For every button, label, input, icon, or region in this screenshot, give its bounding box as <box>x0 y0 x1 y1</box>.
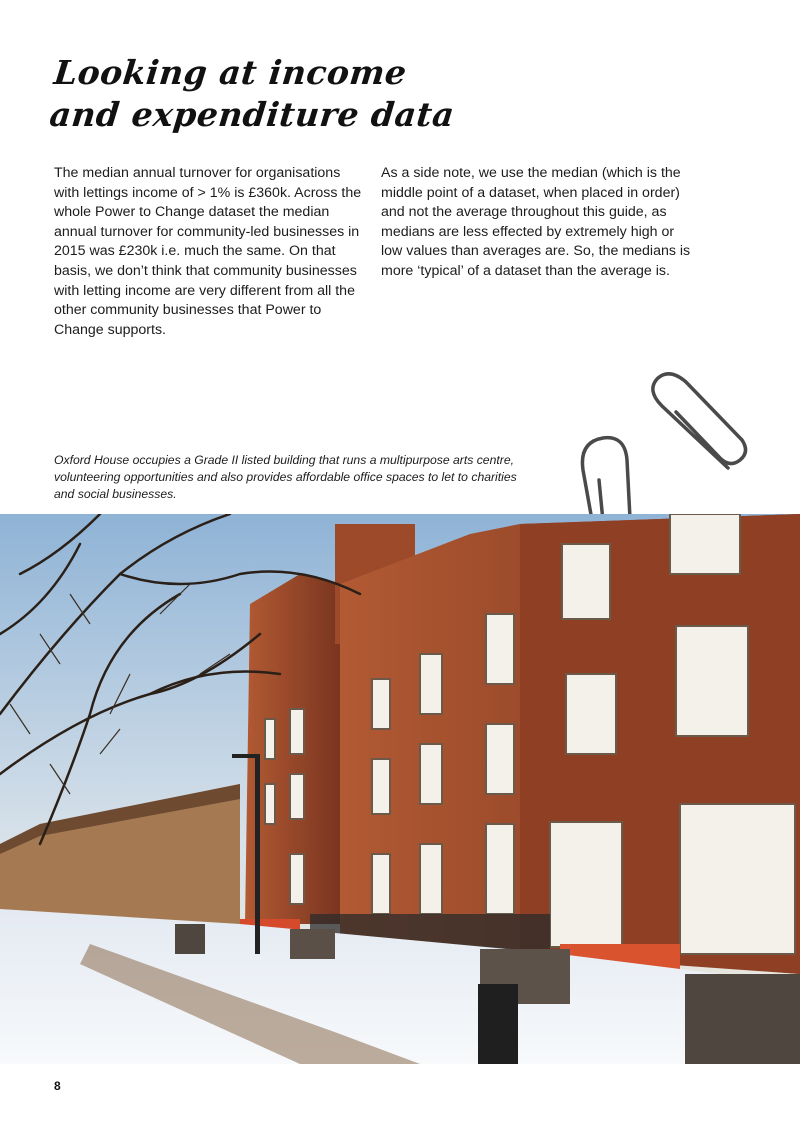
page-number: 8 <box>54 1079 61 1093</box>
page-title <box>48 52 497 136</box>
title-line-1: Looking at income <box>52 53 409 92</box>
body-left-column: The median annual turnover for organisations with lettings income of > 1% is £360k. Across the whole Power to Change dataset the median annual turnover for community-led businesses in 2015 was £230k i.e. much the same. On that basis, we don’t think that community businesses with letting income are very different from all the other community businesses that Power to Change supports. <box>54 165 362 338</box>
oxford-house-photo <box>0 514 800 1064</box>
body-right-column: As a side note, we use the median (which is the middle point of a dataset, when placed in order) and not the average throughout this guide, as medians are less effected by extremely high or low values than averages are. So, the medians is more ‘typical’ of a dataset than the average is. <box>381 165 691 279</box>
title-line-2: and expenditure data <box>47 95 457 134</box>
photo-caption: Oxford House occupies a Grade II listed building that runs a multipurpose arts centre, volunteering opportunities and also provides affordable office spaces to let to charities and social businesses. <box>54 453 517 501</box>
paperclip-icon <box>640 368 750 478</box>
